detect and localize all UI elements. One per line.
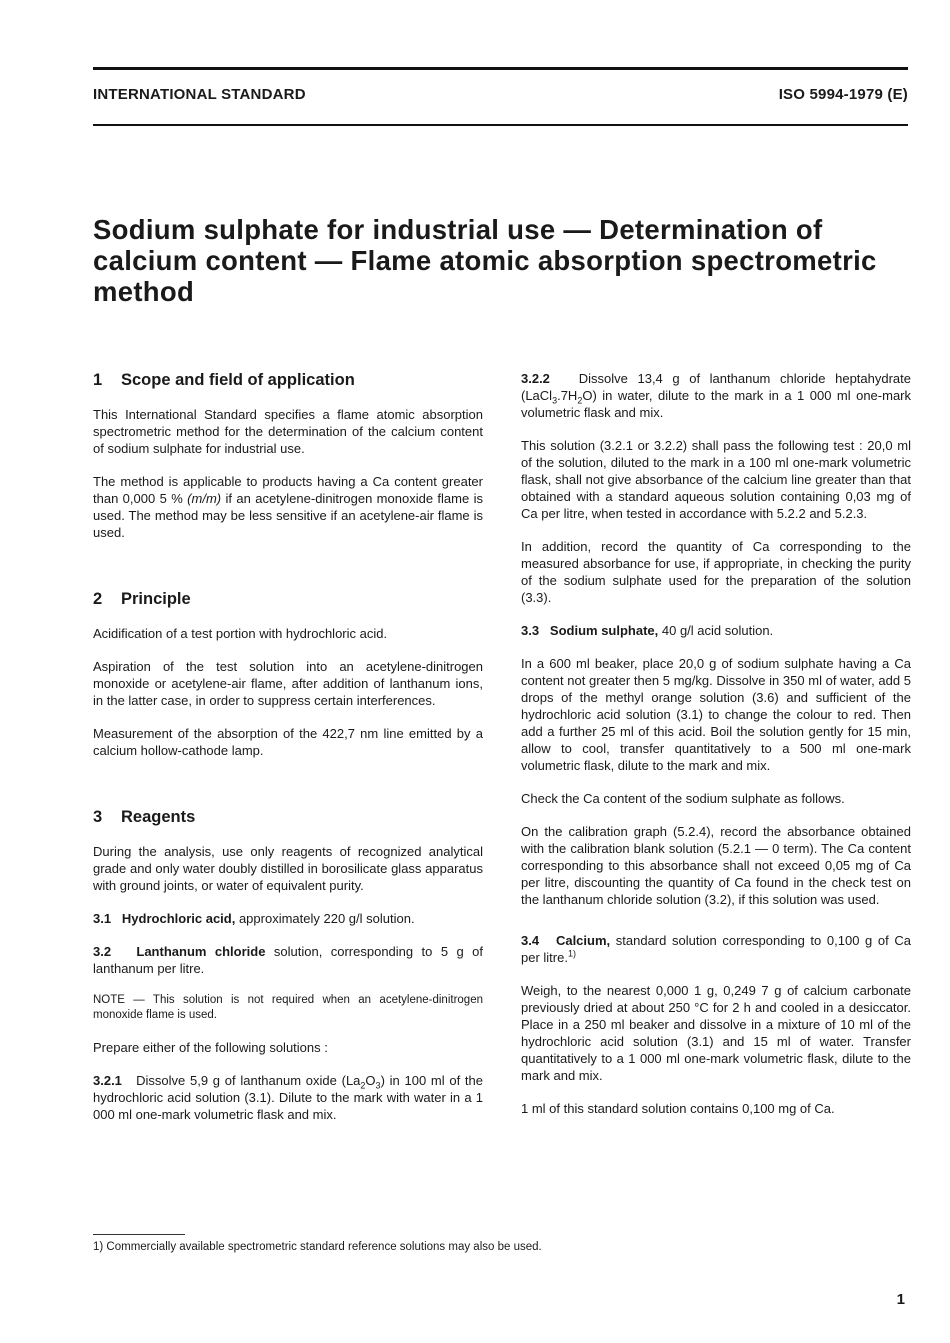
subscript: 2 xyxy=(360,1080,366,1091)
section-1-heading xyxy=(93,370,483,390)
spacer xyxy=(93,775,483,807)
reagent-3-3 xyxy=(521,622,911,639)
clause-text-b: O) in water, dilute to the mark in a 1 000 ml one-mark volumetric flask and mix. xyxy=(521,388,911,420)
header-top-rule xyxy=(93,67,908,70)
sodium-sulphate-preparation: In a 600 ml beaker, place 20,0 g of sodium sulphate having a Ca content not greater then 5 mg/kg. Dissolve in 350 ml of water, add 5 drops of the methyl orange solution (3.6) and sufficient of the hydrochloric acid solution (3.1) to change the colour to red. Then add a further 25 ml of this acid. Boil the solution gently for 15 min, allow to cool, transfer quantitatively to a 500 ml one-mark volumetric flask, dilute to the mark and mix. xyxy=(521,656,911,773)
applicability-text-b: if an acetylene-dinitrogen monoxide flame is used. The method may be less sensitive if an acetylene-air flame is used. xyxy=(93,491,483,540)
subscript: 2 xyxy=(577,395,583,406)
right-column xyxy=(521,370,911,1133)
section-2-number: 2 xyxy=(93,590,103,608)
section-1-number: 1 xyxy=(93,371,103,389)
footnote: 1) Commercially available spectrometric standard reference solutions may also be used. xyxy=(93,1241,542,1253)
reagent-name: Lanthanum chloride xyxy=(136,944,266,959)
section-2-heading xyxy=(93,589,483,609)
section-3-title: Reagents xyxy=(121,808,196,826)
clause-text-o: O xyxy=(365,1073,376,1088)
clause-number: 3.2.1 xyxy=(93,1073,122,1088)
document-title: Sodium sulphate for industrial use — Determination of calcium content — Flame atomic absorption spectrometric method xyxy=(93,214,877,307)
applicability-text-a: The method is applicable to products having a Ca content greater than 0,000 5 % xyxy=(93,474,483,506)
principle-paragraph-3: Measurement of the absorption of the 422,7 nm line emitted by a calcium hollow-cathode lamp. xyxy=(93,726,483,758)
reagent-text: 40 g/l acid solution. xyxy=(658,623,774,638)
addition-paragraph: In addition, record the quantity of Ca corresponding to the measured absorbance for use, if appropriate, in checking the purity of the sodium sulphate used for the preparation of the solution (3.3). xyxy=(521,539,911,605)
mass-fraction-unit: (m/m) xyxy=(187,491,222,506)
note-3-2: NOTE — This solution is not required when an acetylene-dinitrogen monoxide flame is used. xyxy=(93,994,483,1021)
document-type-label: INTERNATIONAL STANDARD xyxy=(93,86,306,103)
left-column xyxy=(93,370,483,1139)
clause-text-a: Dissolve 5,9 g of lanthanum oxide (La xyxy=(136,1073,361,1088)
principle-paragraph-1: Acidification of a test portion with hydrochloric acid. xyxy=(93,626,388,641)
spacer xyxy=(93,557,483,589)
section-1-title: Scope and field of application xyxy=(121,371,355,389)
subscript: 3 xyxy=(552,395,558,406)
footnote-rule xyxy=(93,1234,185,1235)
clause-number: 3.2.2 xyxy=(521,371,550,386)
page-number: 1 xyxy=(896,1291,905,1308)
reagent-3-2-2 xyxy=(521,370,911,421)
clause-number: 3.4 xyxy=(521,933,540,948)
calcium-weighing-paragraph: Weigh, to the nearest 0,000 1 g, 0,249 7 g of calcium carbonate previously dried at about 250 °C for 2 h and cooled in a desiccator. Place in a 250 ml beaker and dissolve in a mixture of 10 ml of the hydrochloric acid solution (3.1) and 15 ml of water. Transfer quantitatively to a 1 000 ml one-mark volumetric flask, dilute to the mark and mix. xyxy=(521,983,911,1083)
reagent-text: solution, corresponding to 5 g of lanthanum per litre. xyxy=(93,944,484,976)
clause-text-mid: .7H xyxy=(557,388,578,403)
reagents-intro: During the analysis, use only reagents of recognized analytical grade and only water doubly distilled in borosilicate glass apparatus with ground joints, or water of equivalent purity. xyxy=(93,844,483,893)
reagent-3-2-1 xyxy=(93,1072,483,1123)
subscript: 3 xyxy=(375,1080,381,1091)
reagent-3-4 xyxy=(521,932,911,966)
solution-test-paragraph: This solution (3.2.1 or 3.2.2) shall pass the following test : 20,0 ml of the solution, diluted to the mark in a 100 ml one-mark volumetric flask, shall not give absorbance of the calcium line greater than that obtained with a standard aqueous solution containing 0,03 mg of Ca per litre, when tested in accordance with 5.2.2 and 5.2.3. xyxy=(521,438,911,521)
sodium-sulphate-check: Check the Ca content of the sodium sulphate as follows. xyxy=(521,791,845,806)
reagent-3-1 xyxy=(93,910,483,927)
calibration-paragraph: On the calibration graph (5.2.4), record the absorbance obtained with the calibration blank solution (5.2.1 — 0 term). The Ca content corresponding to this absorbance shall not exceed 0,05 mg of Ca per litre, discounting the quantity of Ca found in the check test on the lanthanum chloride solution (3.2), if this solution was used. xyxy=(521,824,911,907)
reagent-name: Calcium, xyxy=(555,933,611,948)
reagent-text: standard solution corresponding to 0,100 g of Ca per litre. xyxy=(521,933,911,965)
standard-number: ISO 5994-1979 (E) xyxy=(778,86,908,103)
section-3-heading xyxy=(93,807,483,827)
scope-paragraph: This International Standard specifies a flame atomic absorption spectrometric method for the determination of the calcium content of sodium sulphate for industrial use. xyxy=(93,407,483,456)
applicability-paragraph xyxy=(93,473,483,541)
clause-text-a: Dissolve 13,4 g of lanthanum chloride heptahydrate (LaCl xyxy=(521,371,912,403)
header-bottom-rule xyxy=(93,124,908,126)
reagent-name: Sodium sulphate, xyxy=(549,623,659,638)
reagent-3-2 xyxy=(93,943,483,977)
footnote-reference: 1) xyxy=(567,948,576,959)
clause-text-b: ) in 100 ml of the hydrochloric acid solution (3.1). Dilute to the mark with water in a 1 000 ml one-mark volumetric flask and mix. xyxy=(93,1073,484,1122)
prepare-paragraph: Prepare either of the following solutions : xyxy=(93,1040,328,1055)
clause-number: 3.1 xyxy=(93,911,112,926)
clause-number: 3.2 xyxy=(93,944,112,959)
section-2-title: Principle xyxy=(121,590,191,608)
principle-paragraph-2: Aspiration of the test solution into an acetylene-dinitrogen monoxide or acetylene-air flame, after addition of lanthanum ions, in the latter case, in order to suppress certain interferences. xyxy=(93,659,483,708)
clause-number: 3.3 xyxy=(521,623,540,638)
reagent-text: approximately 220 g/l solution. xyxy=(235,911,415,926)
reagent-name: Hydrochloric acid, xyxy=(121,911,236,926)
section-3-number: 3 xyxy=(93,808,103,826)
calcium-concentration-paragraph: 1 ml of this standard solution contains 0,100 mg of Ca. xyxy=(521,1101,835,1116)
